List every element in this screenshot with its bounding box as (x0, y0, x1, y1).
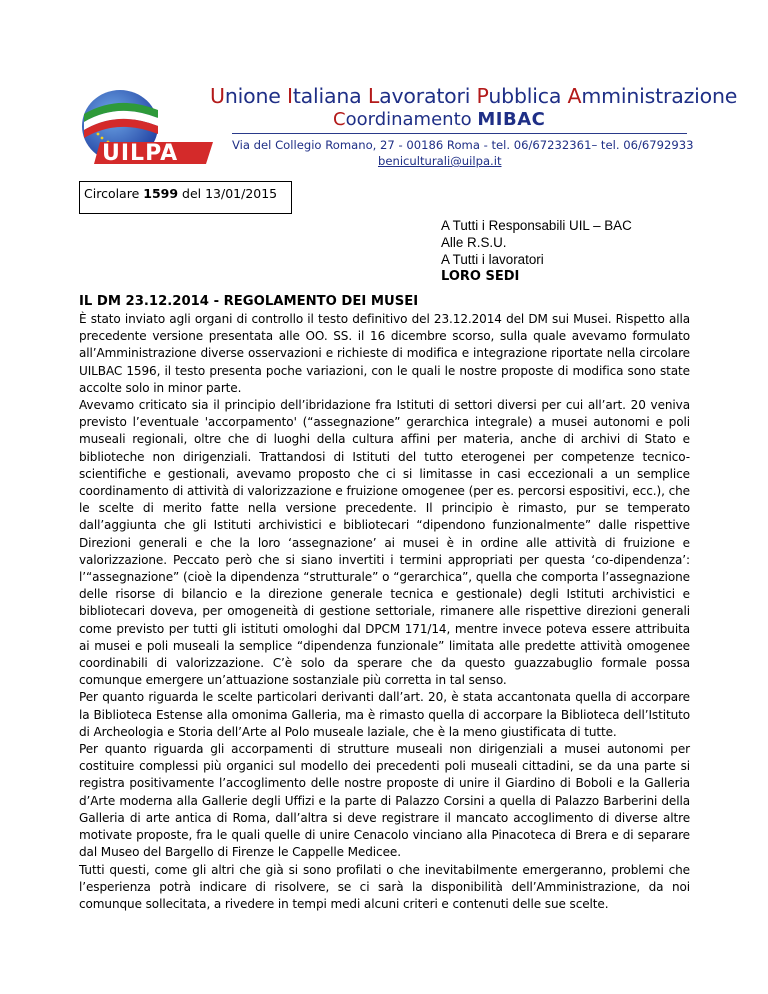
logo-text: UILPA (102, 141, 179, 166)
body-paragraph: Avevamo criticato sia il principio dell’ibridazione fra Istituti di settori diversi per cui all’art. 20 veniva previsto l’eventuale 'accorpamento' (“assegnazione” gerarchica integrale) a musei autonomi e poli museali regionali, oltre che di luoghi della cultura affini per materia, anche di archivi di Stato e biblioteche non dirigenziali. Trattandosi di Istituti del tutto eterogenei per competenze tecnico-scientifiche e gestionali, avevamo proposto che ci si limitasse in casi eccezionali a un semplice coordinamento di attività di valorizzazione e fruizione omogenee (per es. percorsi espositivi, ecc.), che le scelte di merito fatte nella versione precedente. Il principio è rimasto, pur se temperato dall’aggiunta che gli Istituti archivistici e bibliotecari “dipendono funzionalmente” dalle rispettive Direzioni generali e che la loro ‘assegnazione’ ai musei è in ordine alle attività di fruizione e valorizzazione. Peccato però che si siano invertiti i termini appropriati per questa ‘co-dipendenza’: l’“assegnazione” (cioè la dipendenza “strutturale” o “gerarchica”, quella che comporta l’assegnazione delle risorse di bilancio e la direzione generale tecnica e gestionale) degli Istituti archivistici e bibliotecari doveva, per omogeneità di gestione settoriale, rimanere alle rispettive direzioni generali come previsto per tutti gli istituti omologhi dal DPCM 171/14, mentre invece poteva essere attribuita ai musei e poli museali la semplice “dipendenza funzionale” limitata alle predette attività omogenee coordinabili di valorizzazione. C’è solo da sperare che da questo guazzabuglio formale possa comunque emergere un’attuazione sostanziale più corretta in tal senso. (79, 398, 690, 688)
recipient-closing: LORO SEDI (441, 269, 520, 284)
body-paragraph: Tutti questi, come gli altri che già si sono profilati o che inevitabilmente emergeranno, problemi che l’esperienza potrà indicare di risolvere, se ci sarà la disponibilità dell’Amministrazione, da noi comunque sollecitata, a rivedere in tempi medi alcuni criteri e contenuti delle sue scelte. (79, 862, 690, 911)
body-paragraph: È stato inviato agli organi di controllo il testo definitivo del 23.12.2014 del DM sui Musei. Rispetto alla precedente versione presentata alle OO. SS. il 16 dicembre scorso, sulla quale avevamo formulato all’Amministrazione diverse osservazioni e richieste di modifica e integrazione riportate nella circolare UILBAC 1596, il testo presenta poche variazioni, con le quali le nostre proposte di modifica sono state accolte solo in minor parte. (79, 312, 690, 395)
coordination-name: Coordinamento MIBAC (333, 109, 546, 130)
uilpa-logo (78, 84, 213, 174)
recipients-block (441, 217, 632, 285)
recipient-line: A Tutti i lavoratori (441, 252, 544, 267)
contact-address: Via del Collegio Romano, 27 - 00186 Roma - tel. 06/67232361– tel. 06/6792933 (232, 138, 694, 152)
recipient-line: A Tutti i Responsabili UIL – BAC (441, 218, 632, 233)
organization-name (210, 84, 738, 108)
org-name-word: Italiana (286, 84, 368, 108)
body-paragraph: Per quanto riguarda gli accorpamenti di strutture museali non dirigenziali a musei autonomi per costituire complessi più organici sul modello dei precedenti poli museali cittadini, se da una parte si registra positivamente l’accoglimento delle nostre proposte di unire il Giardino di Boboli e la Galleria d’Arte moderna alla Gallerie degli Uffizi e la parte di Palazzo Corsini a quella di Palazzo Barberini della Galleria di arte antica di Roma, dall’altra si deve registrare il mancato accoglimento di diverse altre motivate proposte, fra le quali quelle di unire Cenacolo vinciano alla Pinacoteca di Brera e di separare dal Museo del Bargello di Firenze le Cappelle Medicee. (79, 742, 690, 860)
org-name-word: Unione (210, 84, 287, 108)
email-link[interactable]: beniculturali@uilpa.it (378, 154, 502, 168)
document-title: IL DM 23.12.2014 - REGOLAMENTO DEI MUSEI (79, 294, 419, 309)
org-name-word: Lavoratori (367, 84, 477, 108)
document-body (79, 311, 690, 913)
recipient-line: Alle R.S.U. (441, 235, 507, 250)
org-name-word: Amministrazione (567, 84, 738, 108)
body-paragraph: Per quanto riguarda le scelte particolari derivanti dall’art. 20, è stata accantonata quella di accorpare la Biblioteca Estense alla omonima Galleria, ma è rimasto quella di accorpare la Biblioteca dell’Istituto di Archeologia e Storia dell’Arte al Polo museale laziale, che è la meno giustificata di tutte. (79, 690, 690, 739)
header-divider (232, 133, 687, 134)
org-name-word: Pubblica (476, 84, 568, 108)
circular-reference-box: Circolare 1599 del 13/01/2015 (79, 181, 292, 214)
